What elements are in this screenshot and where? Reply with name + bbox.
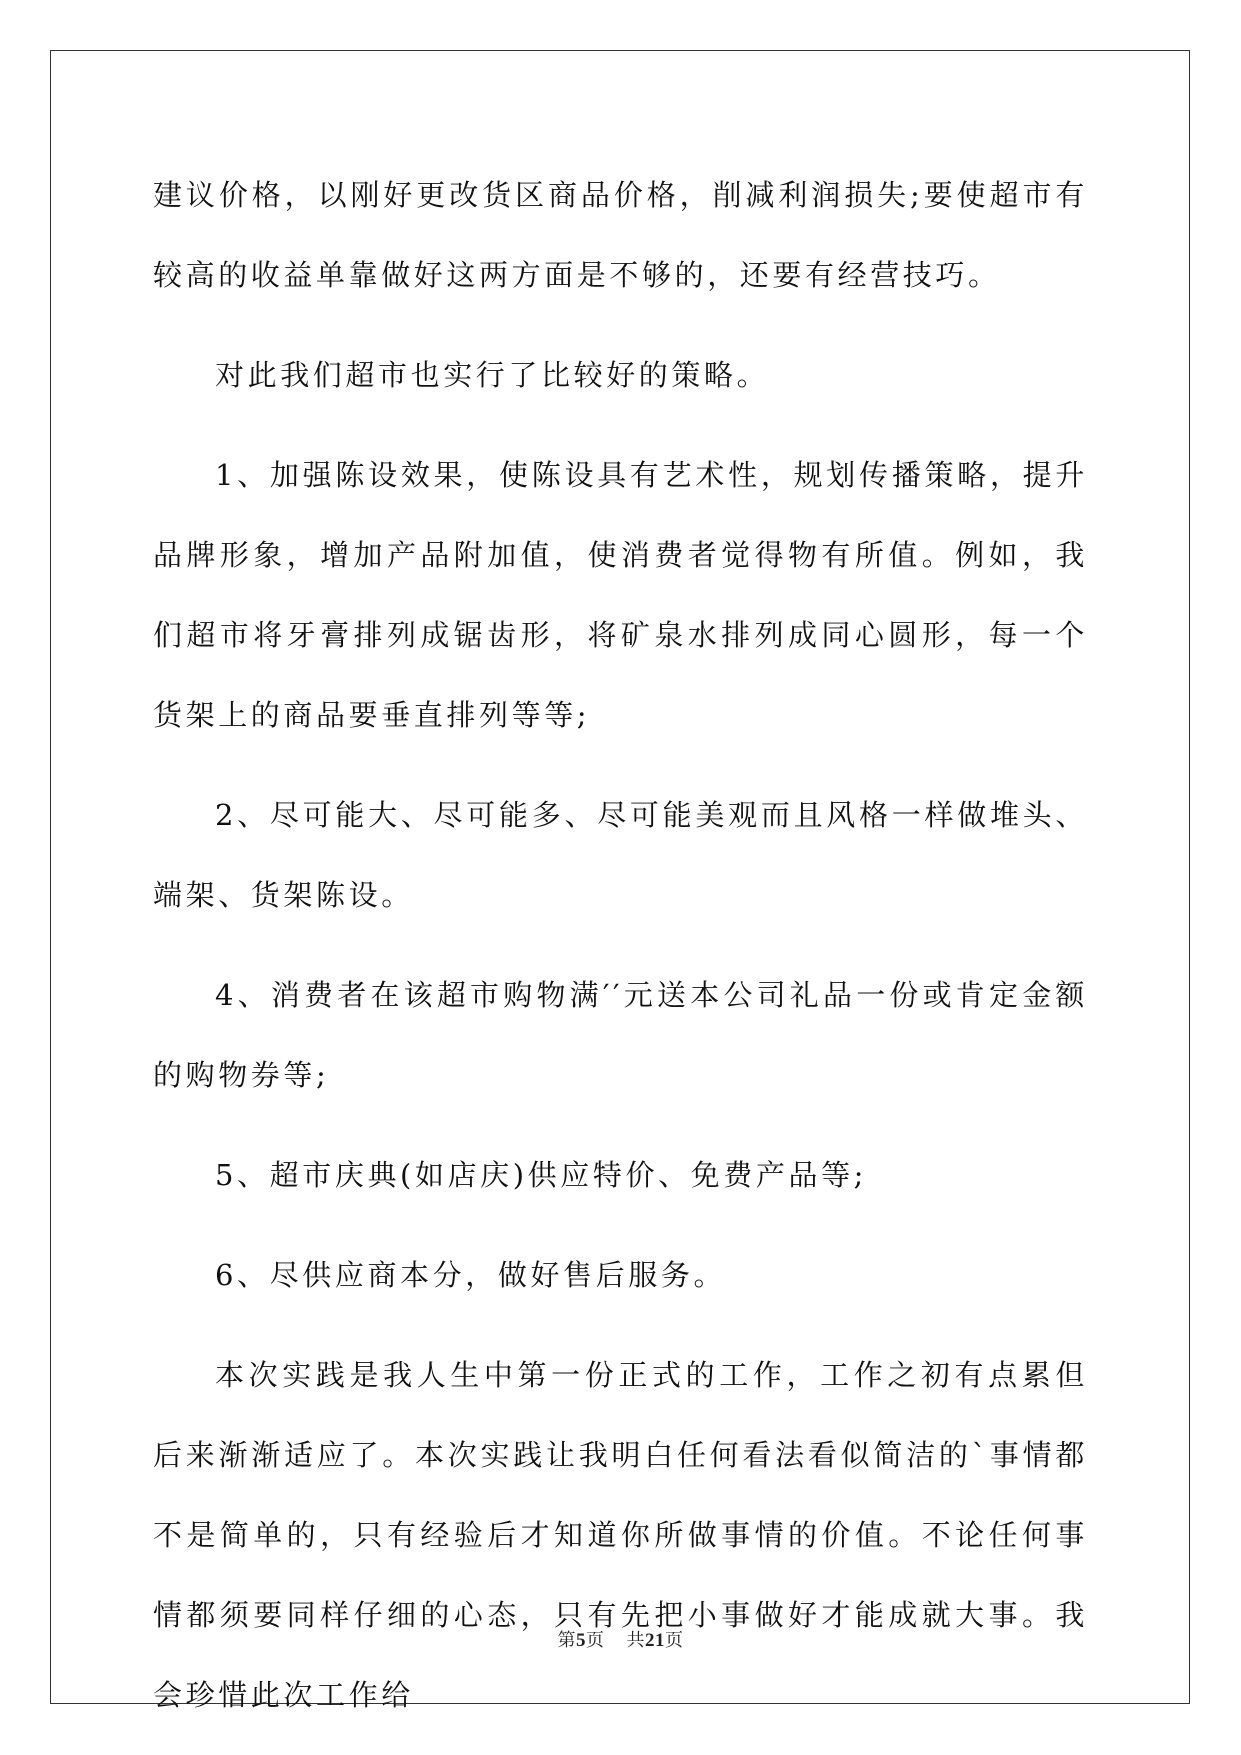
total-unit: 页 bbox=[665, 1630, 684, 1651]
paragraph-6: 5、超市庆典(如店庆)供应特价、免费产品等; bbox=[215, 1158, 868, 1192]
page-current: 5 bbox=[576, 1630, 586, 1651]
paragraph-7: 6、尽供应商本分，做好售后服务。 bbox=[215, 1258, 727, 1292]
page-unit: 页 bbox=[586, 1630, 605, 1651]
paragraph-3: 1、加强陈设效果，使陈设具有艺术性，规划传播策略，提升品牌形象，增加产品附加值，使消费者觉得物有所值。例如，我们超市将牙膏排列成锯齿形，将矿泉水排列成同心圆形，每一个货架上的商品要垂直排列等等; bbox=[153, 458, 1088, 732]
paragraph-1: 建议价格，以刚好更改货区商品价格，削减利润损失;要使超市有较高的收益单靠做好这两方面是不够的，还要有经营技巧。 bbox=[153, 178, 1088, 292]
paragraph-8: 本次实践是我人生中第一份正式的工作，工作之初有点累但后来渐渐适应了。本次实践让我明白任何看法看似简洁的`事情都不是简单的，只有经验后才知道你所做事情的价值。不论任何事情都须要同样仔细的心态，只有先把小事做好才能成就大事。我会珍惜此次工作给 bbox=[153, 1358, 1088, 1712]
page-prefix: 第 bbox=[557, 1630, 576, 1651]
paragraph-2: 对此我们超市也实行了比较好的策略。 bbox=[215, 358, 770, 392]
total-prefix: 共 bbox=[626, 1630, 645, 1651]
page-footer bbox=[0, 1626, 1241, 1652]
paragraph-5: 4、消费者在该超市购物满′′元送本公司礼品一份或肯定金额的购物券等; bbox=[153, 978, 1088, 1092]
paragraph-4: 2、尽可能大、尽可能多、尽可能美观而且风格一样做堆头、端架、货架陈设。 bbox=[153, 798, 1088, 912]
document-body bbox=[153, 155, 1088, 1755]
page-total: 21 bbox=[645, 1630, 665, 1651]
